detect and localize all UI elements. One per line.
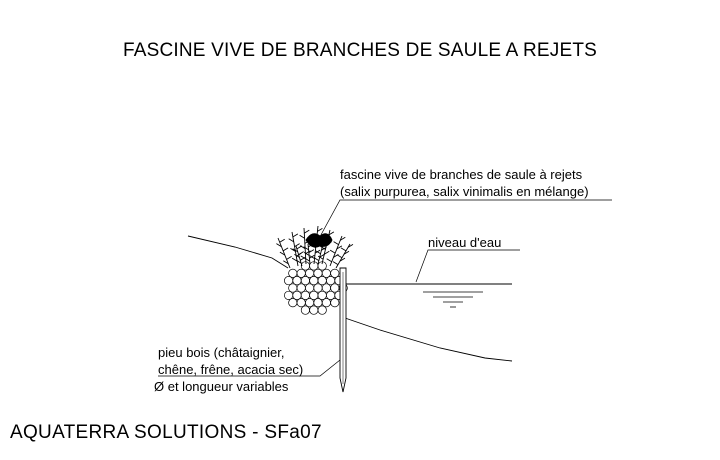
- shoot-leaf: [300, 235, 305, 238]
- branch-circle: [310, 276, 318, 284]
- stake-label: [154, 344, 304, 395]
- shoot-leaf: [299, 252, 304, 255]
- branch-circle: [293, 276, 301, 284]
- branch-circle: [301, 276, 309, 284]
- branch-circle: [305, 284, 313, 292]
- branch-circle: [318, 306, 326, 314]
- branch-circle: [297, 284, 305, 292]
- branch-circle: [331, 299, 339, 307]
- shoot-leaf: [334, 242, 339, 245]
- shoot-leaf: [283, 248, 288, 251]
- branch-circle: [301, 262, 309, 270]
- water-level-symbol: [423, 292, 483, 307]
- shoot-leaf: [297, 246, 302, 249]
- shoot-leaf: [327, 259, 332, 262]
- shoot-leaf: [341, 248, 346, 251]
- fascine-label-line1: fascine vive de branches de saule à rejets: [340, 167, 583, 182]
- shoot-leaf: [295, 244, 300, 247]
- water-level-label: niveau d'eau: [428, 235, 502, 250]
- shoot-leaf: [304, 230, 309, 233]
- branch-circle: [314, 299, 322, 307]
- drawing-title: FASCINE VIVE DE BRANCHES DE SAULE A REJETS: [122, 40, 598, 61]
- branch-circle: [301, 306, 309, 314]
- branch-circle: [310, 306, 318, 314]
- shoot-leaf: [300, 257, 305, 260]
- branch-circle: [297, 299, 305, 307]
- shoot-leaf: [333, 262, 338, 265]
- shoot-leaf: [280, 239, 285, 242]
- foliage-clump: [306, 234, 332, 247]
- fascine-bundle: [284, 262, 347, 315]
- branch-circle: [318, 276, 326, 284]
- shoot-leaf: [287, 256, 292, 259]
- stake-label-line2: chêne, frêne, acacia sec): [158, 362, 304, 377]
- branch-circle: [326, 276, 334, 284]
- fascine-label-line2: (salix purpurea, salix vinimalis en mélange): [340, 184, 589, 199]
- branch-circle: [305, 299, 313, 307]
- branch-circle: [314, 284, 322, 292]
- stake-label-line1: pieu bois (châtaignier,: [158, 345, 285, 360]
- company-reference: AQUATERRA SOLUTIONS - SFa07: [10, 422, 322, 443]
- bank-profile-lower: [345, 318, 512, 361]
- shoot-leaf: [330, 250, 335, 253]
- branch-circle: [322, 299, 330, 307]
- branch-circle: [289, 299, 297, 307]
- shoot-leaf: [293, 234, 298, 237]
- branch-circle: [284, 276, 292, 284]
- wooden-stake: [340, 268, 346, 392]
- bank-profile-upper: [188, 236, 288, 268]
- stake-label-line3: Ø et longueur variables: [154, 379, 289, 394]
- branch-circle: [289, 284, 297, 292]
- branch-circle: [322, 284, 330, 292]
- branch-circle: [331, 284, 339, 292]
- shoot-leaf: [337, 255, 342, 258]
- fascine-label: [340, 166, 589, 200]
